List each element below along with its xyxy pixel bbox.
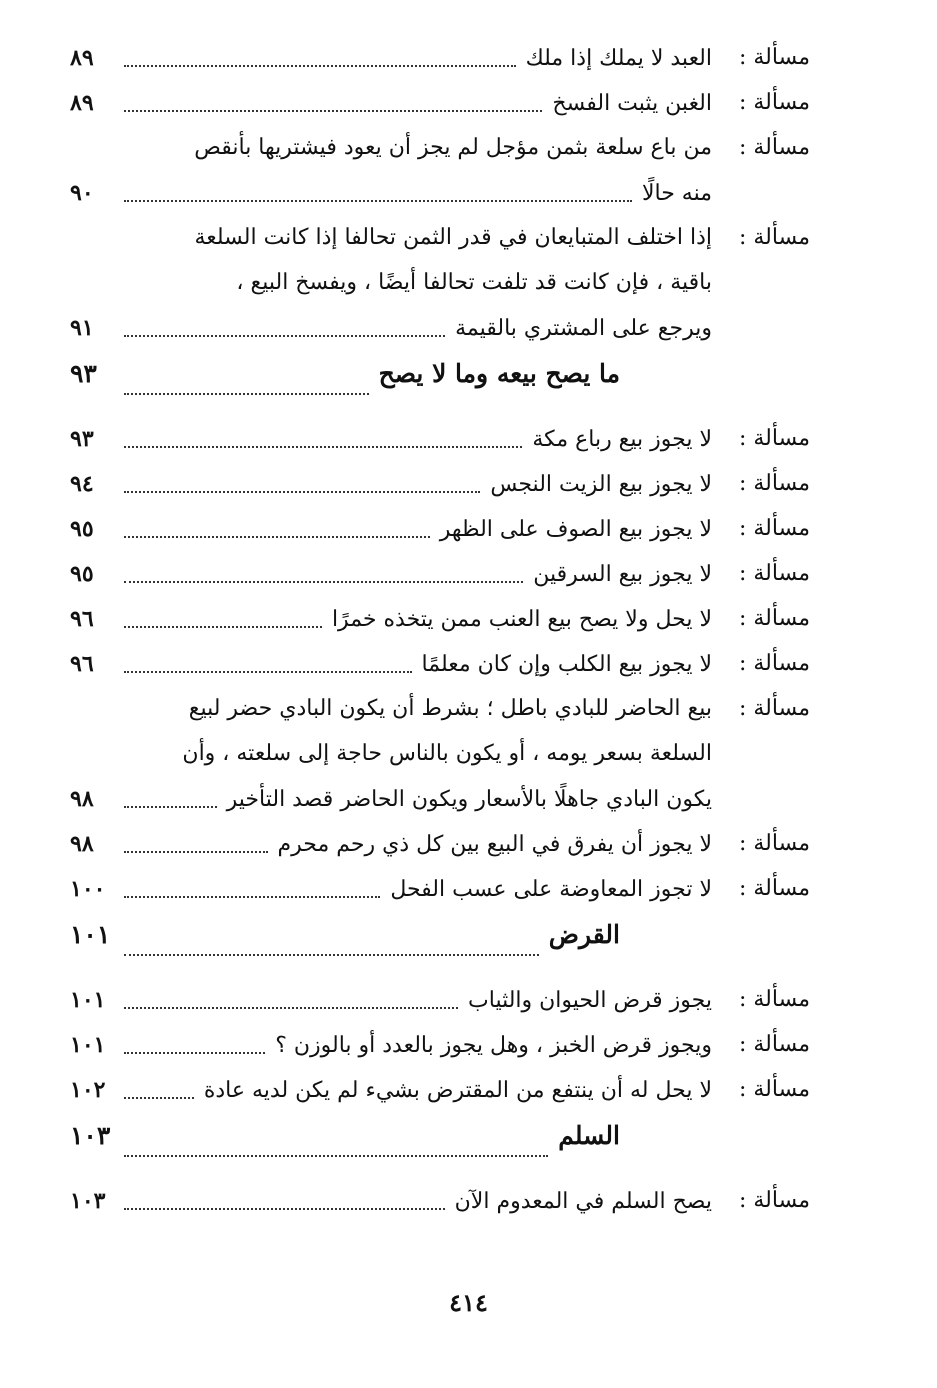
page-ref: ١٠٣	[70, 1188, 106, 1214]
entry-text: منه حالًا	[641, 181, 712, 206]
entry-text: لا يجوز بيع الكلب وإن كان معلمًا	[421, 652, 712, 677]
leader-dots	[124, 806, 217, 808]
entry-label: مسألة :	[738, 831, 810, 856]
page-ref: ٩٦	[70, 606, 94, 632]
toc-entry	[70, 216, 810, 351]
entry-label: مسألة :	[738, 1188, 810, 1213]
leader-dots	[124, 954, 539, 956]
page-ref: ٩٠	[70, 180, 94, 206]
leader-dots	[124, 626, 322, 628]
section-heading	[70, 359, 810, 411]
toc-entry	[70, 1179, 810, 1224]
section-heading	[70, 1121, 810, 1173]
entry-text: يصح السلم في المعدوم الآن	[454, 1189, 712, 1214]
entry-text: إذا اختلف المتبايعان في قدر الثمن تحالفا إذا كانت السلعة	[194, 225, 712, 250]
entry-text: لا تجوز المعاوضة على عسب الفحل	[390, 877, 712, 902]
entry-label: مسألة :	[738, 225, 810, 250]
toc-entry	[70, 597, 810, 642]
entry-text: العبد لا يملك إذا ملك	[525, 46, 712, 71]
leader-dots	[124, 581, 523, 583]
leader-dots	[124, 896, 380, 898]
entry-label: مسألة :	[738, 45, 810, 70]
leader-dots	[124, 1007, 458, 1009]
entry-text: لا يجوز بيع رباع مكة	[532, 427, 712, 452]
leader-dots	[124, 1097, 194, 1099]
leader-dots	[124, 1155, 548, 1157]
toc-entry	[70, 687, 810, 822]
leader-dots	[124, 1208, 445, 1210]
toc-entry	[70, 822, 810, 867]
entry-label: مسألة :	[738, 426, 810, 451]
leader-dots	[124, 335, 445, 337]
entry-label: مسألة :	[738, 987, 810, 1012]
section-title: القرض	[548, 920, 620, 949]
toc-entry	[70, 552, 810, 597]
page-ref: ٩٤	[70, 471, 94, 497]
toc-entry	[70, 867, 810, 912]
page-ref: ٨٩	[70, 90, 94, 116]
page-ref: ١٠٠	[70, 876, 106, 902]
entry-text: لا يحل له أن ينتفع من المقترض بشيء لم يكن لديه عادة	[203, 1078, 712, 1103]
toc-entry	[70, 36, 810, 81]
entry-text: لا يجوز أن يفرق في البيع بين كل ذي رحم محرم	[277, 832, 712, 857]
entry-text: السلعة بسعر يومه ، أو يكون بالناس حاجة إلى سلعته ، وأن	[182, 741, 712, 766]
entry-text: لا يجوز بيع السرقين	[533, 562, 712, 587]
toc-entry	[70, 81, 810, 126]
leader-dots	[124, 393, 369, 395]
entry-text: باقية ، فإن كانت قد تلفت تحالفا أيضًا ، ويفسخ البيع ،	[236, 270, 712, 295]
page-ref: ١٠١	[70, 987, 106, 1013]
entry-label: مسألة :	[738, 135, 810, 160]
entry-label: مسألة :	[738, 1032, 810, 1057]
section-title: السلم	[558, 1121, 620, 1150]
entry-text: ويرجع على المشتري بالقيمة	[455, 316, 712, 341]
entry-text: لا يجوز بيع الزيت النجس	[490, 472, 712, 497]
entry-text: الغبن يثبت الفسخ	[552, 91, 712, 116]
leader-dots	[124, 851, 268, 853]
toc-entry	[70, 1068, 810, 1113]
section-heading	[70, 920, 810, 972]
page-ref: ٩١	[70, 315, 94, 341]
entry-text: يجوز قرض الحيوان والثياب	[468, 988, 712, 1013]
page-ref: ٨٩	[70, 45, 94, 71]
entry-text: لا يجوز بيع الصوف على الظهر	[439, 517, 712, 542]
page-number: ٤١٤	[449, 1288, 488, 1317]
entry-text: يكون البادي جاهلًا بالأسعار ويكون الحاضر قصد التأخير	[226, 787, 712, 812]
toc-entry	[70, 642, 810, 687]
page-ref: ١٠١	[70, 920, 111, 949]
leader-dots	[124, 536, 430, 538]
leader-dots	[124, 110, 542, 112]
page-ref: ١٠١	[70, 1032, 106, 1058]
entry-text: من باع سلعة بثمن مؤجل لم يجز أن يعود فيشتريها بأنقص	[194, 135, 712, 160]
entry-label: مسألة :	[738, 471, 810, 496]
toc-entry	[70, 507, 810, 552]
section-title: ما يصح بيعه وما لا يصح	[378, 359, 620, 388]
leader-dots	[124, 446, 522, 448]
page-ref: ٩٨	[70, 786, 94, 812]
page-ref: ١٠٣	[70, 1121, 111, 1150]
entry-label: مسألة :	[738, 516, 810, 541]
page-ref: ١٠٢	[70, 1077, 106, 1103]
toc-entry	[70, 1023, 810, 1068]
leader-dots	[124, 491, 480, 493]
toc-entry	[70, 462, 810, 507]
page-ref: ٩٣	[70, 426, 94, 452]
page-ref: ٩٥	[70, 561, 94, 587]
leader-dots	[124, 1052, 265, 1054]
entry-label: مسألة :	[738, 651, 810, 676]
entry-label: مسألة :	[738, 90, 810, 115]
entry-label: مسألة :	[738, 876, 810, 901]
entry-text: لا يحل ولا يصح بيع العنب ممن يتخذه خمرًا	[331, 607, 712, 632]
leader-dots	[124, 671, 412, 673]
entry-text: بيع الحاضر للبادي باطل ؛ بشرط أن يكون البادي حضر لبيع	[188, 696, 712, 721]
toc-entry	[70, 978, 810, 1023]
page-ref: ٩٦	[70, 651, 94, 677]
page-ref: ٩٥	[70, 516, 94, 542]
entry-label: مسألة :	[738, 561, 810, 586]
leader-dots	[124, 200, 632, 202]
entry-text: ويجوز قرض الخبز ، وهل يجوز بالعدد أو بالوزن ؟	[275, 1033, 712, 1058]
entry-label: مسألة :	[738, 696, 810, 721]
entry-label: مسألة :	[738, 606, 810, 631]
page-ref: ٩٣	[70, 359, 97, 388]
page-ref: ٩٨	[70, 831, 94, 857]
toc-entry	[70, 126, 810, 216]
entry-label: مسألة :	[738, 1077, 810, 1102]
leader-dots	[124, 65, 516, 67]
toc-page	[70, 36, 810, 1224]
toc-entry	[70, 417, 810, 462]
